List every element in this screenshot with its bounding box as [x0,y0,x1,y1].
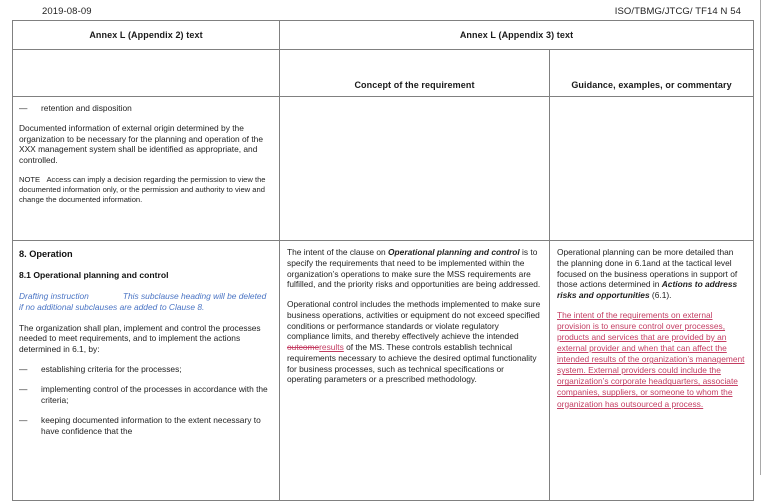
clause-heading: 8. Operation [19,249,73,259]
concept-p2-tail: of the MS. These controls establish technical requirements necessary to achieve the desired optimal functionality for business processes, such as technical specifications or operating parameters or a prescribed methodology. [287,342,537,385]
drafting-instruction-label: Drafting instruction [19,290,89,301]
running-header [0,4,753,18]
list-item [19,364,271,375]
list-item-label: establishing criteria for the processes; [41,363,182,374]
tracked-insertion: results [319,342,344,352]
table-header-row-sub [13,50,754,97]
concept-p1-tail: is to specify the requirements that need to be implemented within the organization’s operations to make sure the MSS requirements are fulfilled, and the priority risks and opportunities are being addressed. [287,247,541,290]
header-guidance-examples: Guidance, examples, or commentary [550,50,754,97]
em-dash-bullet-icon: — [19,383,28,394]
cell-operation-guidance [550,241,754,501]
tracked-deletion: outcome [287,342,320,352]
header-col1-blank [13,50,280,97]
cell-retention-guidance [550,97,754,241]
guidance-p1-tail: (6.1). [649,290,672,300]
list-item [19,415,271,437]
header-date: 2019-08-09 [42,5,92,17]
header-appendix2: Annex L (Appendix 2) text [13,21,280,50]
annex-comparison-table [12,20,754,501]
drafting-instruction-text: This subclause heading will be deleted if no additional subclauses are added to Clause 8. [19,290,267,312]
guidance-paragraph-1 [557,247,746,301]
guidance-p1-lead: Operational planning can be more detailed than the planning done in 6.1and at the tactical level focused on the business operations in support of those actions determined in [557,247,738,290]
cell-operation-concept [280,241,550,501]
table-header-row-top [13,21,754,50]
list-item [19,384,271,406]
list-item-label: implementing control of the processes in accordance with the criteria; [41,383,268,405]
cell-retention-concept [280,97,550,241]
em-dash-bullet-icon: — [19,103,28,113]
header-document-reference: ISO/TBMG/JTCG/ TF14 N 54 [614,5,741,17]
list-item-label: keeping documented information to the extent necessary to have confidence that the [41,414,261,436]
cell-operation-appendix2 [13,241,280,501]
note-text: Access can imply a decision regarding the permission to view the documented information only, or the permission and authority to view and change the documented information. [19,174,266,204]
header-appendix3: Annex L (Appendix 3) text [280,21,754,50]
concept-p1-lead: The intent of the clause on [287,247,389,257]
concept-p2-lead: Operational control includes the methods implemented to make sure business operations, activities or equipment do not exceed specified conditions or performance standards or violate regulatory compliance limits, and thereby effectively achieve the intended [287,299,541,342]
retention-note [19,175,271,205]
em-dash-bullet-icon: — [19,414,28,425]
operation-lead-paragraph: The organization shall plan, implement and control the processes needed to meet requirements, and to implement the actions determined in 6.1, by: [19,322,261,355]
note-label: NOTE [19,174,41,184]
page-gutter [761,0,768,475]
header-concept-of-requirement: Concept of the requirement [280,50,550,97]
cell-retention-appendix2 [13,97,280,241]
guidance-p1-emphasis: Actions to address risks and opportunities [557,279,738,300]
concept-paragraph-1 [287,247,541,290]
table-row [13,241,754,501]
list-item [19,103,271,114]
em-dash-bullet-icon: — [19,363,28,374]
concept-paragraph-2 [287,299,541,385]
table-row [13,97,754,241]
drafting-instruction [19,291,271,313]
subclause-heading: 8.1 Operational planning and control [19,269,169,280]
concept-p1-emphasis: Operational planning and control [388,247,520,257]
retention-paragraph: Documented information of external origin determined by the organization to be necessary for the planning and operation of the XXX management system shall be identified as appropriate, and controlled. [19,122,263,166]
list-item-label: retention and disposition [41,103,132,113]
guidance-tracked-insertion-paragraph: The intent of the requirements on external provision is to ensure control over processes, products and services that are provided by an external provider and when that can affect the intended results of the organization’s management system. External providers could include the organization’s corporate headquarters, associate companies, suppliers, or someone to whom the organization has outsourced a process. [557,309,745,409]
